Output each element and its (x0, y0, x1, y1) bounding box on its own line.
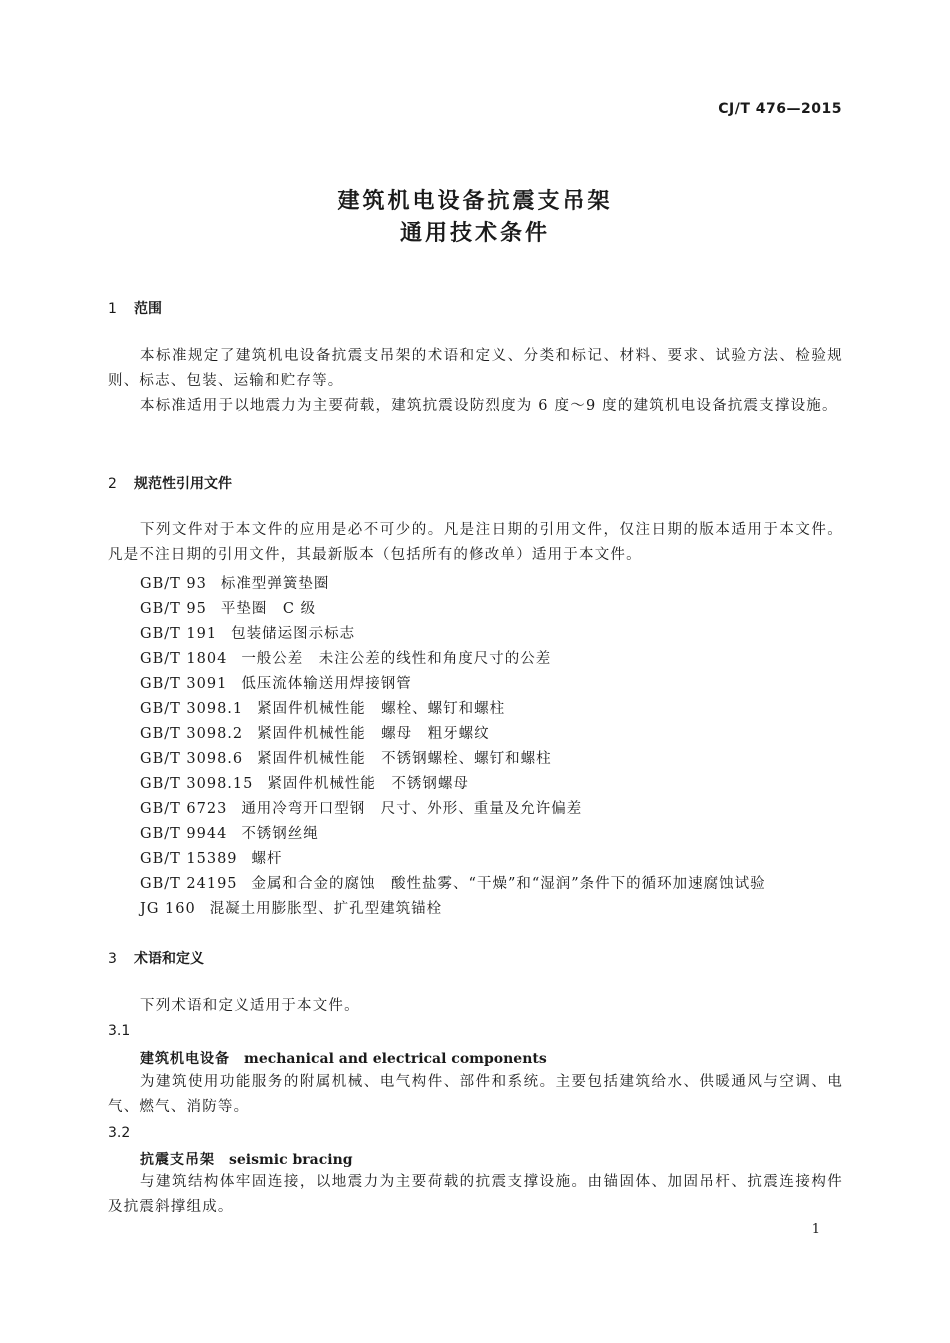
reference-title: 一般公差 未注公差的线性和角度尺寸的公差 (241, 651, 552, 667)
section-3-heading (108, 948, 204, 968)
reference-title: 紧固件机械性能 螺母 粗牙螺纹 (257, 726, 490, 742)
section-title: 术语和定义 (134, 951, 204, 967)
term-entry (140, 1048, 547, 1068)
reference-item (140, 847, 283, 868)
document-title-line1: 建筑机电设备抗震支吊架 (337, 189, 613, 214)
reference-code: GB/T 3098.6 (140, 751, 244, 767)
reference-code: GB/T 95 (140, 601, 207, 617)
section-title: 范围 (134, 301, 162, 317)
reference-item (140, 797, 582, 818)
reference-title: 包装储运图示标志 (231, 626, 356, 642)
reference-item (140, 697, 505, 718)
section-number: 1 (108, 301, 117, 317)
page-number: 1 (811, 1222, 820, 1237)
reference-code: GB/T 1804 (140, 651, 228, 667)
section-number: 3 (108, 951, 117, 967)
reference-title: 标准型弹簧垫圈 (220, 576, 330, 592)
reference-code: GB/T 3098.1 (140, 701, 244, 717)
terms-intro-paragraph: 下列术语和定义适用于本文件。 (140, 998, 360, 1014)
reference-item (140, 722, 490, 743)
term-english: mechanical and electrical components (244, 1051, 547, 1067)
reference-title: 金属和合金的腐蚀 酸性盐雾、“干燥”和“湿润”条件下的循环加速腐蚀试验 (251, 876, 766, 892)
term-definition: 与建筑结构体牢固连接，以地震力为主要荷载的抗震支撑设施。由锚固体、加固吊杆、抗震连接构件及抗震斜撑组成。 (108, 1174, 843, 1215)
reference-title: 平垫圈 C 级 (220, 601, 317, 617)
reference-code: GB/T 191 (140, 626, 218, 642)
reference-title: 螺杆 (251, 851, 283, 867)
reference-title: 低压流体输送用焊接钢管 (241, 676, 412, 692)
reference-item (140, 572, 329, 593)
standard-code: CJ/T 476—2015 (718, 101, 842, 117)
document-title-line2: 通用技术条件 (399, 221, 550, 246)
term-english: seismic bracing (229, 1152, 353, 1168)
section-2-heading (108, 473, 232, 493)
reference-item (140, 647, 551, 668)
reference-code: GB/T 3091 (140, 676, 228, 692)
references-intro-paragraph: 下列文件对于本文件的应用是必不可少的。凡是注日期的引用文件，仅注日期的版本适用于本文件。凡是不注日期的引用文件，其最新版本（包括所有的修改单）适用于本文件。 (108, 522, 843, 563)
term-definition: 为建筑使用功能服务的附属机械、电气构件、部件和系统。主要包括建筑给水、供暖通风与空调、电气、燃气、消防等。 (108, 1074, 843, 1115)
reference-code: GB/T 3098.15 (140, 776, 254, 792)
reference-item (140, 772, 469, 793)
section-number: 2 (108, 476, 117, 492)
reference-code: GB/T 9944 (140, 826, 228, 842)
reference-title: 紧固件机械性能 不锈钢螺栓、螺钉和螺柱 (257, 751, 552, 767)
reference-item (140, 597, 316, 618)
reference-code: GB/T 24195 (140, 876, 238, 892)
term-chinese: 抗震支吊架 (140, 1152, 215, 1168)
reference-item (140, 747, 552, 768)
reference-title: 不锈钢丝绳 (241, 826, 319, 842)
clause-number: 3.2 (108, 1125, 131, 1141)
reference-code: GB/T 6723 (140, 801, 228, 817)
scope-paragraph-2: 本标准适用于以地震力为主要荷载，建筑抗震设防烈度为 6 度～9 度的建筑机电设备抗震支撑设施。 (140, 398, 838, 414)
section-title: 规范性引用文件 (134, 476, 232, 492)
reference-code: GB/T 93 (140, 576, 207, 592)
reference-item (140, 897, 442, 918)
reference-item (140, 872, 766, 893)
reference-item (140, 822, 319, 843)
reference-item (140, 672, 412, 693)
reference-title: 紧固件机械性能 不锈钢螺母 (267, 776, 469, 792)
reference-title: 紧固件机械性能 螺栓、螺钉和螺柱 (257, 701, 506, 717)
reference-title: 通用冷弯开口型钢 尺寸、外形、重量及允许偏差 (241, 801, 583, 817)
reference-code: GB/T 15389 (140, 851, 238, 867)
reference-item (140, 622, 355, 643)
reference-title: 混凝土用膨胀型、扩孔型建筑锚栓 (209, 901, 443, 917)
reference-code: JG 160 (140, 901, 196, 917)
term-entry (140, 1149, 353, 1169)
term-chinese: 建筑机电设备 (140, 1051, 230, 1067)
clause-number: 3.1 (108, 1023, 131, 1039)
scope-paragraph-1: 本标准规定了建筑机电设备抗震支吊架的术语和定义、分类和标记、材料、要求、试验方法、检验规则、标志、包装、运输和贮存等。 (108, 348, 843, 389)
section-1-heading (108, 298, 162, 318)
reference-code: GB/T 3098.2 (140, 726, 244, 742)
